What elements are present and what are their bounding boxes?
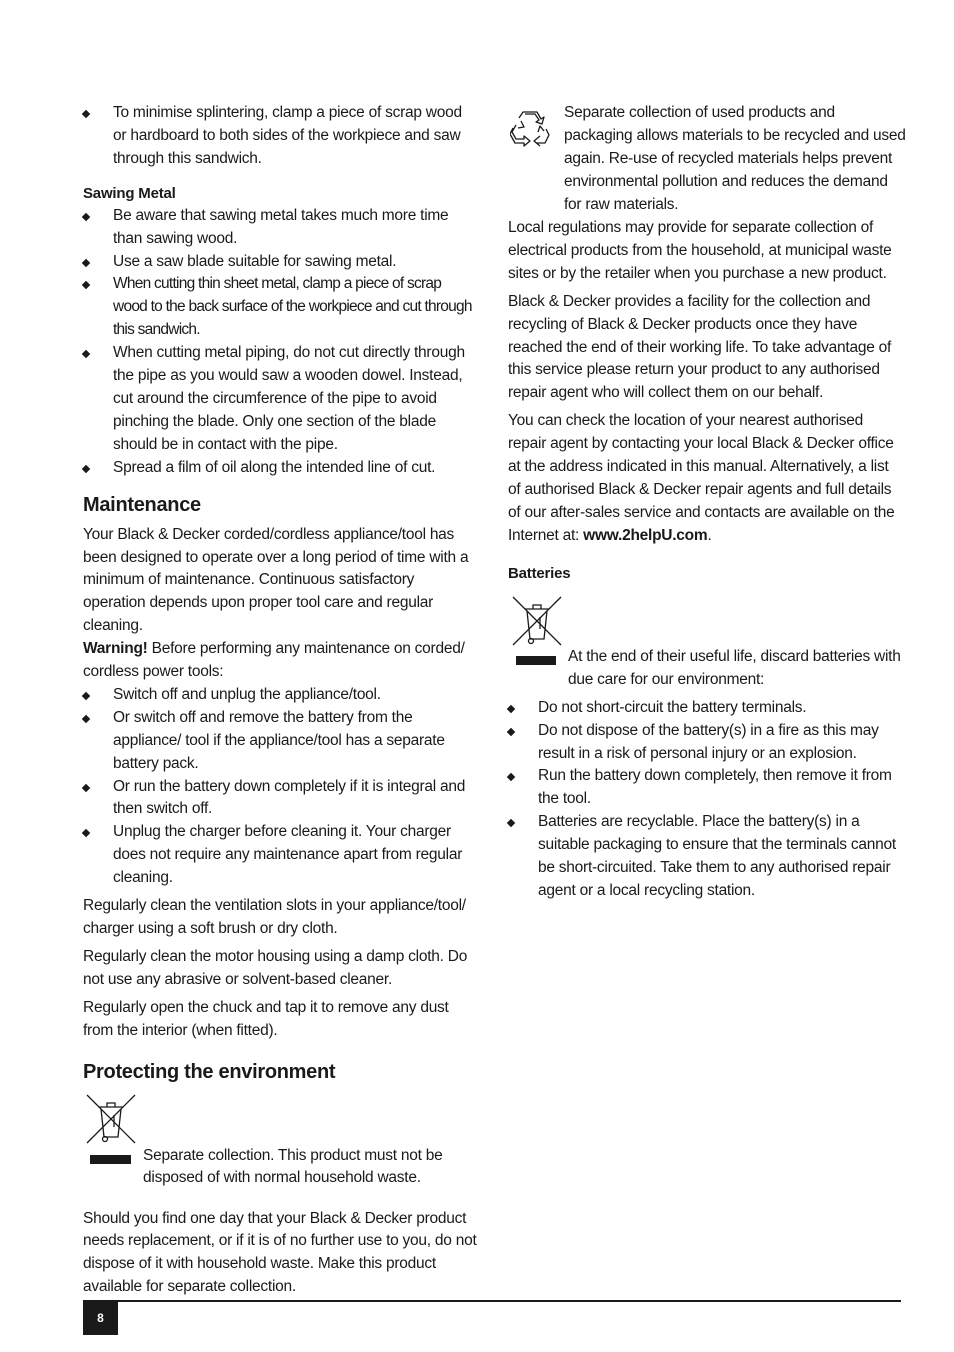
list-item: Switch off and unplug the appliance/tool. bbox=[83, 684, 478, 707]
sawing-metal-list bbox=[83, 205, 478, 480]
bullet-diamond-icon bbox=[82, 464, 90, 472]
bullet-diamond-icon bbox=[82, 212, 90, 220]
intro-bullet-list bbox=[83, 102, 478, 171]
list-item: Use a saw blade suitable for sawing metal. bbox=[83, 251, 478, 274]
bullet-diamond-icon bbox=[507, 819, 515, 827]
separate-collection-block bbox=[83, 1091, 478, 1191]
recycle-text: Separate collection of used products and packaging allows materials to be recycled and used again. Re-use of recycled materials helps prevent environmental pollution and reduces the demand for raw materials. bbox=[564, 104, 906, 213]
local-regulations-para: Local regulations may provide for separate collection of electrical products from the household, at municipal waste sites or by the retailer when you purchase a new product. bbox=[508, 219, 892, 282]
warning-text: Before performing any maintenance on corded/ cordless power tools: bbox=[83, 640, 465, 681]
website-link[interactable]: www.2helpU.com bbox=[583, 526, 708, 544]
page-number: 8 bbox=[83, 1302, 118, 1335]
batteries-heading: Batteries bbox=[508, 564, 571, 582]
bullet-diamond-icon bbox=[507, 773, 515, 781]
black-bar-icon bbox=[516, 656, 556, 665]
maintenance-list bbox=[83, 684, 478, 890]
list-item: When cutting metal piping, do not cut directly through the pipe as you would saw a wooden dowel. Instead, cut around the circumference of the pipe to avoid pinching the blade. Only one section of the blade should be in contact with the pipe. bbox=[83, 342, 478, 457]
list-item: Spread a film of oil along the intended line of cut. bbox=[83, 457, 478, 480]
environment-heading: Protecting the environment bbox=[83, 1060, 336, 1083]
list-item: Do not dispose of the battery(s) in a fire as this may result in a risk of personal injury or an explosion. bbox=[508, 720, 904, 766]
maintenance-para-housing: Regularly clean the motor housing using a damp cloth. Do not use any abrasive or solvent-based cleaner. bbox=[83, 947, 468, 988]
crossed-out-wheelie-bin-icon bbox=[85, 1093, 137, 1145]
bullet-diamond-icon bbox=[82, 783, 90, 791]
left-column bbox=[83, 102, 478, 1299]
list-item: Be aware that sawing metal takes much more time than sawing wood. bbox=[83, 205, 478, 251]
bullet-diamond-icon bbox=[507, 727, 515, 735]
batteries-disposal-block bbox=[508, 585, 904, 697]
black-bar-icon bbox=[90, 1155, 131, 1164]
right-column bbox=[508, 102, 904, 903]
bullet-diamond-icon bbox=[507, 704, 515, 712]
list-item: Unplug the charger before cleaning it. Your charger does not require any maintenance apart from regular cleaning. bbox=[83, 821, 478, 890]
list-item: Or run the battery down completely if it is integral and then switch off. bbox=[83, 776, 478, 822]
list-item: Or switch off and remove the battery from the appliance/ tool if the appliance/tool has a separate battery pack. bbox=[83, 707, 478, 776]
list-item: Run the battery down completely, then remove it from the tool. bbox=[508, 765, 904, 811]
recycle-symbol-icon bbox=[510, 110, 550, 148]
list-item: When cutting thin sheet metal, clamp a piece of scrap wood to the back surface of the workpiece and cut through this sandwich. bbox=[83, 273, 478, 342]
separate-collection-caption: Separate collection. This product must not be disposed of with normal household waste. bbox=[143, 1146, 443, 1187]
maintenance-para-ventilation: Regularly clean the ventilation slots in your appliance/tool/ charger using a soft brush or dry cloth. bbox=[83, 897, 466, 937]
bullet-diamond-icon bbox=[82, 281, 90, 289]
list-item: To minimise splintering, clamp a piece of scrap wood or hardboard to both sides of the workpiece and saw through this sandwich. bbox=[83, 102, 478, 171]
bullet-diamond-icon bbox=[82, 350, 90, 358]
repair-agent-para: You can check the location of your nearest authorised repair agent by contacting your local Black & Decker office at the address indicated in this manual. Alternatively, a list of authorised Black & Decker repair agents and full details of our after-sales service and contacts are available on the Internet at: www.2helpU.com. bbox=[508, 412, 895, 544]
collection-facility-para: Black & Decker provides a facility for the collection and recycling of Black & Decker products once they have reached the end of their working life. To take advantage of this service please return your product to any authorised repair agent who will collect them on our behalf. bbox=[508, 292, 892, 402]
environment-para: Should you find one day that your Black & Decker product needs replacement, or if it is of no further use to you, do not dispose of it with household waste. Make this product available for separate collection. bbox=[83, 1209, 477, 1296]
bullet-diamond-icon bbox=[82, 715, 90, 723]
bullet-diamond-icon bbox=[82, 110, 90, 118]
footer-rule bbox=[83, 1300, 901, 1302]
maintenance-para-chuck: Regularly open the chuck and tap it to remove any dust from the interior (when fitted). bbox=[83, 998, 449, 1039]
bullet-diamond-icon bbox=[82, 258, 90, 266]
recycle-block bbox=[508, 102, 904, 217]
bullet-diamond-icon bbox=[82, 692, 90, 700]
list-item: Batteries are recyclable. Place the battery(s) in a suitable packaging to ensure that the terminals cannot be short-circuited. Take them to any authorised repair agent or a local recycling station. bbox=[508, 811, 904, 903]
crossed-out-wheelie-bin-icon bbox=[511, 595, 563, 647]
maintenance-heading: Maintenance bbox=[83, 493, 201, 516]
batteries-list bbox=[508, 697, 904, 903]
maintenance-warning bbox=[83, 638, 478, 684]
sawing-metal-heading: Sawing Metal bbox=[83, 184, 176, 202]
batteries-caption: At the end of their useful life, discard batteries with due care for our environment: bbox=[568, 647, 901, 688]
warning-label: Warning! bbox=[83, 640, 148, 658]
list-item: Do not short-circuit the battery terminals. bbox=[508, 697, 904, 720]
bullet-diamond-icon bbox=[82, 829, 90, 837]
maintenance-intro: Your Black & Decker corded/cordless appliance/tool has been designed to operate over a long period of time with a minimum of maintenance. Continuous satisfactory operation depends upon proper tool care and regular cleaning. bbox=[83, 525, 469, 635]
